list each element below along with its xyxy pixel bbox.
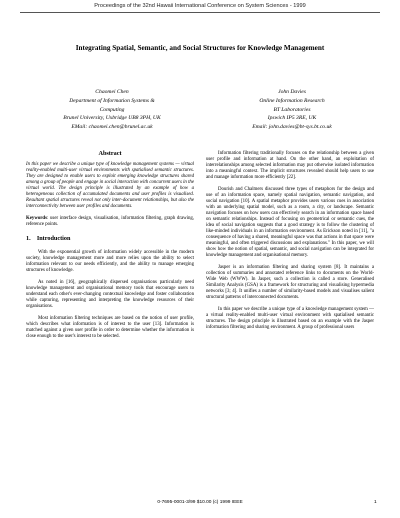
author-affiliation: BT Laboratories bbox=[273, 106, 311, 113]
author-email: Email: john.davies@bt-sys.bt.co.uk bbox=[252, 124, 332, 131]
keywords-text: : user interface design, visualisation, information filtering, graph drawing, reference points. bbox=[26, 216, 194, 228]
body-paragraph: Most information filtering techniques are based on the notion of user profile, which describes what information is of interest to the user [13]. Information is matched against a given user profile in order to determine whether the information is close enough to the user's interest to be selected. bbox=[26, 316, 194, 340]
right-column bbox=[206, 151, 374, 331]
author-name: John Davies bbox=[278, 89, 306, 95]
running-head: Proceedings of the 32nd Hawaii International Conference on System Sciences - 1999 bbox=[94, 3, 306, 9]
body-paragraph: Information filtering traditionally focuses on the relationship between a given user profile and information at hand. On the other hand, an exploitation of interrelationships among selected information may put otherwise isolated information into a meaningful context. The implicit structures revealed should help users to use and manage information more efficiently [22]. bbox=[206, 151, 374, 181]
footer-copyright: 0-7695-0001-3/99 $10.00 (c) 1999 IEEE bbox=[157, 500, 243, 505]
body-paragraph: In this paper we describe a unique type of a knowledge management system — a virtual reality-enabled multi-user virtual environment with spatialised semantic structures. The design principle is illustrated based on an example with the Jasper information filtering and sharing environment. A group of professional users bbox=[206, 307, 374, 331]
author-address: Ipswich IP5 3RE, UK bbox=[267, 115, 317, 122]
author-affiliation: Online Information Research bbox=[259, 97, 325, 104]
author-email: EMail: chaomei.chen@brunel.ac.uk bbox=[71, 124, 153, 131]
header-rule bbox=[20, 12, 380, 13]
abstract-text: In this paper we describe a unique type of knowledge management systems — virtual reality-enabled multi-user virtual environments with spatialised semantic structures. They are designed to enable users to exploit emerging knowledge structures shared among a group of people and engage in social interaction with concurrent users in the virtual world. The design principle is illustrated by an example of how a heterogeneous collection of accumulated documents and user profiles is visualised. Resultant spatial structures reveal not only inter-document relationships, but also the interconnectivity between user profiles and documents. bbox=[26, 162, 194, 210]
author-affiliation: Computing bbox=[99, 106, 125, 113]
body-paragraph: Dourish and Chalmers discussed three types of metaphors for the design and use of an information space, namely spatial navigation, semantic navigation, and social navigation [10]. A spatial metaphor provides users various cues in association with an underlying spatial model, such as a room, a city, or landscape. Semantic navigation focuses on how users can effectively search in an information space based on semantic relationships. Instead of focusing on geometrical or semantic cues, the idea of social navigation suggests that a good strategy is to follow the clustering of like-minded individuals in an information environment. As Erickson noted in [11], "a consequence of having a shared, meaningful space was that actions in that space were meaningful, and often triggered discussions and explanations." In this paper, we will show how the notion of spatial, semantic, and social navigation can be integrated for knowledge management and organisational memory. bbox=[206, 187, 374, 259]
left-column bbox=[26, 151, 194, 340]
author-block-2 bbox=[212, 88, 372, 132]
section-heading: 1. Introduction bbox=[26, 235, 71, 243]
author-affiliation: Department of Information Systems & bbox=[69, 97, 155, 104]
paper-title: Integrating Spatial, Semantic, and Social Structures for Knowledge Management bbox=[75, 44, 325, 52]
body-paragraph: Jasper is an information filtering and sharing system [8]. It maintains a collection of summaries and annotated reference links to documents on the World-Wide Web (WWW). In Jasper, such a collection is called a store. Generalised Similarity Analysis (GSA) is a framework for structuring and visualising hypermedia networks [3; 4]. It unifies a number of similarity-based models and visualises salient structural patterns of interconnected documents. bbox=[206, 265, 374, 301]
body-paragraph: As noted in [16], geographically dispersed organisations particularly need knowledge management and organisational memory tools that encourage users to understand each other's ever-changing contextual knowledge and foster collaboration while capturing, representing and interpreting the knowledge resources of their organisations. bbox=[26, 280, 194, 310]
keywords bbox=[26, 216, 194, 228]
author-name: Chaomei Chen bbox=[95, 89, 129, 95]
page-number: 1 bbox=[374, 500, 377, 505]
author-address: Brunel University, Uxbridge UB8 3PH, UK bbox=[63, 115, 161, 122]
abstract-heading: Abstract bbox=[98, 150, 122, 157]
body-paragraph: With the exponential growth of information widely accessible in the modern society, knowledge management more and more relies upon the ability to select information relevant to our needs efficiently, and the ability to manage emerging structures of knowledge. bbox=[26, 250, 194, 274]
keywords-label: Keywords bbox=[26, 216, 47, 222]
author-block-1 bbox=[32, 88, 192, 132]
